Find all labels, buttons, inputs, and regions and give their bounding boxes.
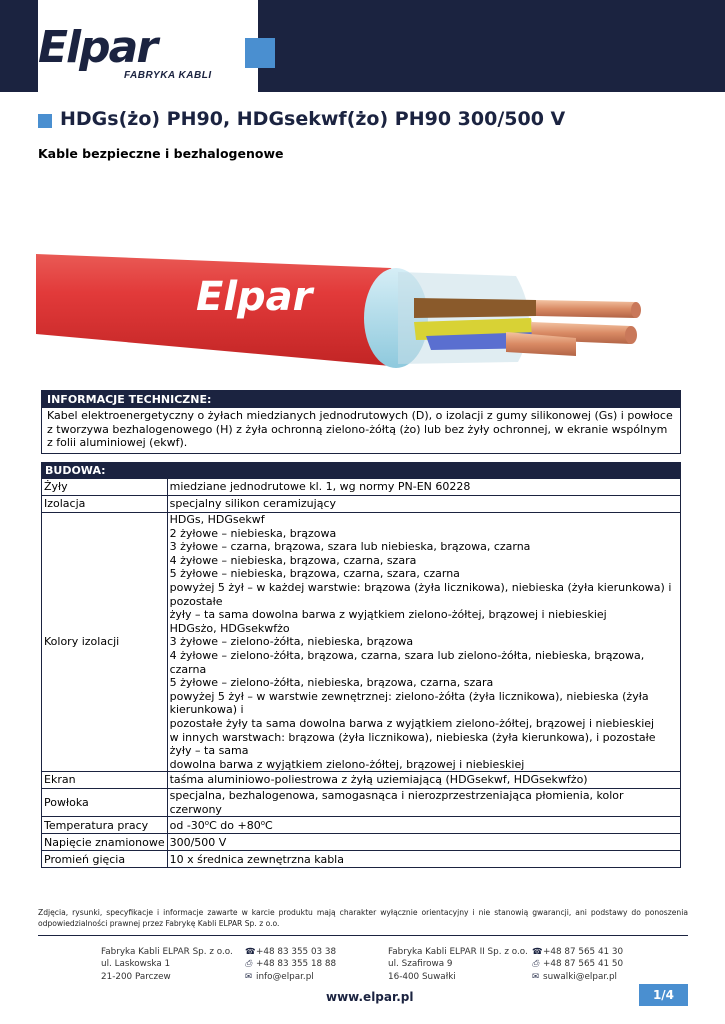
color-line: 3 żyłowe – zielono-żółta, niebieska, brązowa (169, 635, 414, 649)
table-row (42, 496, 681, 513)
company2-street: ul. Szafirowa 9 (388, 959, 453, 970)
cable-print-logo: Elpar (196, 274, 313, 320)
company2-contact (532, 946, 623, 983)
temp-min: od -30 (169, 818, 205, 832)
cable-illustration (36, 240, 656, 380)
company1-street: ul. Laskowska 1 (101, 959, 171, 970)
disclaimer: Zdjęcia, rysunki, specyfikacje i informacje zawarte w karcie produktu mają charakter wyłącznie orientacyjny i nie stanowią gwarancji, ani podstawy do ponoszenia odpowiedzialności prawnej przez Fabrykę Kabli ELPAR Sp. z o.o. (38, 908, 688, 928)
color-line: 3 żyłowe – czarna, brązowa, szara lub niebieska, brązowa, czarna (169, 540, 531, 554)
company1-city: 21-200 Parczew (101, 971, 171, 982)
row-value-izolacja: specjalny silikon ceramizujący (167, 496, 680, 513)
row-label-promien: Promień gięcia (42, 851, 168, 868)
company2-city: 16-400 Suwałki (388, 971, 456, 982)
construction-table-header (42, 463, 681, 479)
row-value-promien: 10 x średnica zewnętrzna kabla (167, 851, 680, 868)
accent-square (245, 38, 275, 68)
technical-info-heading: INFORMACJE TECHNICZNE: (42, 391, 680, 408)
company1-email[interactable]: info@elpar.pl (256, 971, 314, 982)
company2-fax[interactable]: +48 87 565 41 50 (543, 959, 624, 970)
color-line: powyżej 5 żył – w warstwie zewnętrznej: zielono-żółta (żyła licznikowa), niebieska (żyła kierunkowa) i (169, 689, 649, 717)
phone-icon: ☎ (532, 947, 543, 957)
page-subtitle: Kable bezpieczne i bezhalogenowe (38, 146, 284, 161)
degree-sign: o (260, 818, 265, 827)
table-row (42, 772, 681, 789)
row-value-kolory (167, 513, 680, 772)
company1-fax[interactable]: +48 83 355 18 88 (256, 959, 337, 970)
brand-logo: Elpar (38, 22, 157, 73)
color-line: w innych warstwach: brązowa (żyła licznikowa), niebieska (żyła kierunkowa), i pozostałe żyły – ta sama (169, 730, 656, 758)
color-line: 2 żyłowe – niebieska, brązowa (169, 526, 337, 540)
color-line: powyżej 5 żył – w każdej warstwie: brązowa (żyła licznikowa), niebieska (żyła kierunkowa) i pozostałe (169, 580, 672, 608)
row-label-temperatura: Temperatura pracy (42, 817, 168, 834)
website-link[interactable]: www.elpar.pl (326, 990, 414, 1004)
title-bullet (38, 114, 52, 128)
row-label-izolacja: Izolacja (42, 496, 168, 513)
color-line: 4 żyłowe – niebieska, brązowa, czarna, szara (169, 553, 417, 567)
table-row (42, 789, 681, 817)
company2-name: Fabryka Kabli ELPAR II Sp. z o.o. (388, 947, 528, 957)
company2-address (388, 946, 528, 983)
fax-icon: ⎙ (532, 959, 539, 970)
technical-info-box (41, 390, 681, 454)
row-label-zyly: Żyły (42, 479, 168, 496)
table-row (42, 817, 681, 834)
row-value-zyly: miedziane jednodrutowe kl. 1, wg normy PN-EN 60228 (167, 479, 680, 496)
page-title: HDGs(żo) PH90, HDGsekwf(żo) PH90 300/500 V (60, 108, 566, 130)
email-icon: ✉ (245, 971, 253, 982)
page-number: 1/4 (639, 984, 688, 1006)
copper-end-2 (625, 326, 637, 344)
row-label-ekran: Ekran (42, 772, 168, 789)
company1-contact (245, 946, 336, 983)
company1-name: Fabryka Kabli ELPAR Sp. z o.o. (101, 947, 233, 957)
color-line: 5 żyłowe – niebieska, brązowa, czarna, szara, czarna (169, 567, 460, 581)
table-row (42, 834, 681, 851)
row-label-powloka: Powłoka (42, 789, 168, 817)
color-line: HDGs, HDGsekwf (169, 513, 265, 526)
company1-address (101, 946, 233, 983)
color-line: 5 żyłowe – zielono-żółta, niebieska, brązowa, czarna, szara (169, 676, 494, 690)
color-line: HDGsżo, HDGsekwfżo (169, 621, 290, 635)
color-line: pozostałe żyły ta sama dowolna barwa z wyjątkiem zielono-żółtej, brązowej i niebieskiej (169, 716, 655, 730)
email-icon: ✉ (532, 971, 540, 982)
table-row (42, 513, 681, 772)
brand-tagline: FABRYKA KABLI (124, 70, 212, 81)
copper-end-1 (631, 302, 641, 318)
color-line: dowolna barwa z wyjątkiem zielono-żółtej, brązowej i niebieskiej (169, 757, 525, 771)
color-line: 4 żyłowe – zielono-żółta, brązowa, czarna, szara lub zielono-żółta, niebieska, brązowa, czarna (169, 648, 645, 676)
row-value-powloka: specjalna, bezhalogenowa, samogasnąca i nierozprzestrzeniająca płomienia, kolor czerwony (167, 789, 680, 817)
phone-icon: ☎ (245, 947, 256, 957)
company2-email[interactable]: suwalki@elpar.pl (543, 971, 617, 982)
color-line: żyły – ta sama dowolna barwa z wyjątkiem zielono-żółtej, brązowej i niebieskiej (169, 608, 607, 622)
footer-divider (38, 935, 688, 936)
construction-heading: BUDOWA: (42, 463, 681, 479)
row-value-temperatura (167, 817, 680, 834)
degree-sign: o (204, 818, 210, 827)
row-label-kolory: Kolory izolacji (42, 513, 168, 772)
temp-unit: C (265, 818, 273, 832)
construction-table (41, 462, 681, 868)
table-row (42, 851, 681, 868)
technical-info-text: Kabel elektroenergetyczny o żyłach miedzianych jednodrutowych (D), o izolacji z gumy silikonowej (Gs) i powłoce z tworzywa bezhalogenowego (H) z żyła ochronną zielono-żółtą (żo) lub bez żyły ochronnej, w ekranie wspólnym z folii aluminiowej (ekwf). (47, 409, 673, 449)
row-label-napiecie: Napięcie znamionowe (42, 834, 168, 851)
row-value-ekran: taśma aluminiowo-poliestrowa z żyłą uziemiającą (HDGsekwf, HDGsekwfżo) (167, 772, 680, 789)
company2-phone[interactable]: +48 87 565 41 30 (543, 947, 624, 957)
company1-phone[interactable]: +48 83 355 03 38 (256, 947, 337, 957)
row-value-napiecie: 300/500 V (167, 834, 680, 851)
fax-icon: ⎙ (245, 959, 252, 970)
copper-conductor-1 (536, 300, 636, 318)
table-row (42, 479, 681, 496)
wire-brown (414, 298, 536, 318)
temp-max: C do +80 (209, 818, 261, 832)
